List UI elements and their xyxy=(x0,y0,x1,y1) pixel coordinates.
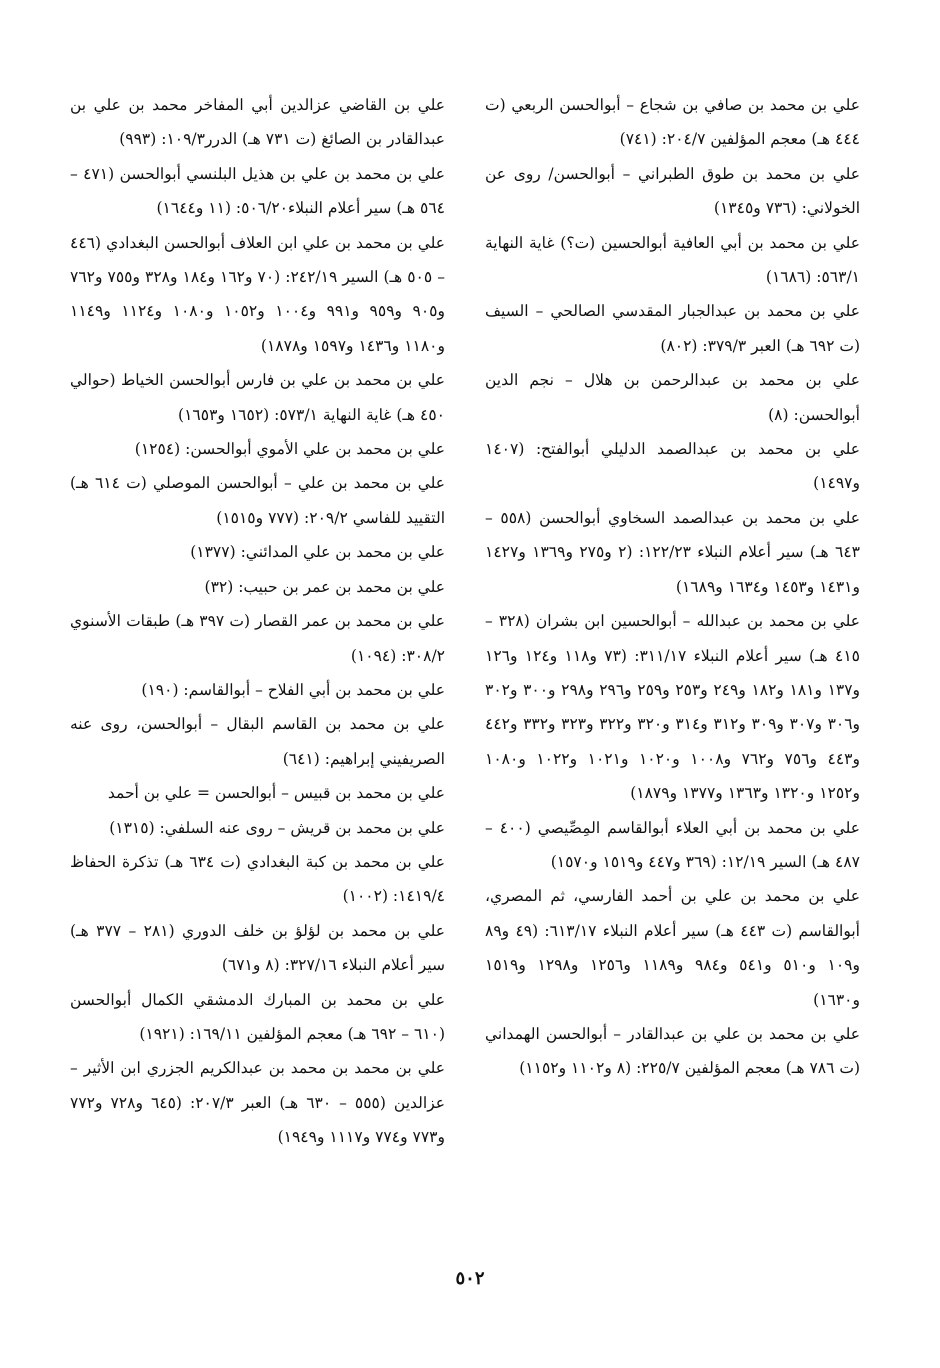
index-entry: علي بن محمد بن عبدالجبار المقدسي الصالحي – السيف (ت ٦٩٢ هـ) العبر ٣٧٩/٣: (٨٠٢) xyxy=(485,302,860,355)
index-entry: علي بن محمد بن عمر بن حبيب: (٣٢) xyxy=(204,577,445,596)
index-entry: علي بن محمد بن كبة البغدادي (ت ٦٣٤ هـ) تذكرة الحفاظ ١٤١٩/٤: (١٠٠٢) xyxy=(70,852,445,906)
index-entry: علي بن محمد بن أبي العافية أبوالحسين (ت؟) غاية النهاية ٥٦٣/١: (١٦٨٦) xyxy=(485,233,860,287)
index-entry: علي بن القاضي عزالدين أبي المفاخر محمد بن علي بن عبدالقادر بن الصائغ (ت ٧٣١ هـ) الدرر١٠٩/٣: (٩٩٣) xyxy=(70,96,445,149)
left-column xyxy=(70,88,445,1238)
index-entry: علي بن محمد بن عمر القصار (ت ٣٩٧ هـ) طبقات الأسنوي ٣٠٨/٢: (١٠٩٤) xyxy=(70,612,445,665)
index-entry: علي بن محمد بن علي بن فارس أبوالحسن الخياط (حوالي ٤٥٠ هـ) غاية النهاية ٥٧٣/١: (١٦٥٢ و١٦٥٣) xyxy=(70,371,445,424)
index-entry: علي بن محمد بن محمد بن عبدالكريم الجزري ابن الأثير – عزالدين (٥٥٥ – ٦٣٠ هـ) العبر ٢٠٧/٣: (٦٤٥ و٧٢٨ و٧٧٢ و٧٧٣ و٧٧٤ و١١١٧ و١٩٤٩) xyxy=(70,1059,445,1147)
index-entry: علي بن محمد بن علي بن هذيل البلنسي أبوالحسن (٤٧١ – ٥٦٤ هـ) سير أعلام النبلاء٥٠٦/٢٠: (١١ و١٦٤٤) xyxy=(70,164,445,218)
page-number: ٥٠٢ xyxy=(455,1268,485,1289)
index-entry: علي بن محمد بن عبدالرحمن بن هلال – نجم الدين أبوالحسن: (٨) xyxy=(485,371,860,424)
index-entry: علي بن محمد بن قبيس – أبوالحسن = علي بن أحمد xyxy=(107,784,445,803)
index-entry: علي بن محمد بن عبدالصمد الدليلي أبوالفتح: (١٤٠٧ و١٤٩٧) xyxy=(485,440,860,493)
right-column xyxy=(485,88,860,1238)
index-entry: علي بن محمد بن القاسم البقال – أبوالحسن، روى عنه الصريفيني إبراهيم: (٦٤١) xyxy=(70,715,445,768)
index-entry: علي بن محمد بن أبي الفلاح – أبوالقاسم: (١٩٠) xyxy=(141,680,445,699)
index-entry: علي بن محمد بن علي – أبوالحسن الموصلي (ت ٦١٤ هـ) التقييد للفاسي ٢٠٩/٢: (٧٧٧ و١٥١٥) xyxy=(70,474,445,527)
index-entry: علي بن محمد بن لؤلؤ بن خلف الدوري (٢٨١ – ٣٧٧ هـ) سير أعلام النبلاء ٣٢٧/١٦: (٨ و٦٧١) xyxy=(70,921,445,975)
index-entry: علي بن محمد بن قريش – روى عنه السلفي: (١٣١٥) xyxy=(109,818,445,837)
index-entry: علي بن محمد بن طوق الطبراني – أبوالحسن/ روى عن الخولاني: (٧٣٦ و١٣٤٥) xyxy=(485,164,860,218)
index-entry: علي بن محمد بن أبي العلاء أبوالقاسم المِصِّيصي (٤٠٠ – ٤٨٧ هـ) السير ١٢/١٩: (٣٦٩ و٤٤٧ و١٥١٩ و١٥٧٠) xyxy=(485,818,860,871)
index-entry: علي بن محمد بن المبارك الدمشقي الكمال أبوالحسن (٦١٠ – ٦٩٢ هـ) معجم المؤلفين ١٦٩/١١: (١٩٢١) xyxy=(70,990,445,1043)
index-entry: علي بن محمد بن علي ابن العلاف أبوالحسن البغدادي (٤٤٦ – ٥٠٥ هـ) السير ٢٤٢/١٩: (٧٠ و١٦٢ و١٨٤ و٣٢٨ و٧٥٥ و٧٦٢ و٩٠٥ و٩٥٩ و٩٩١ و١٠٠٤ و١٠٥٢ و١٠٨٠ و١١٢٤ و١١٤٩ و١١٨٠ و١٤٣٦ و١٥٩٧ و١٨٧٨) xyxy=(70,233,445,355)
index-entry: علي بن محمد بن علي الأموي أبوالحسن: (١٢٥٤) xyxy=(134,440,445,459)
index-entry: علي بن محمد بن علي بن أحمد الفارسي، ثم المصري، أبوالقاسم (ت ٤٤٣ هـ) سير أعلام النبلاء ٦١٣/١٧: (٤٩ و٨٩ و١٠٩ و٥١٠ و٥٤١ و٩٨٤ و١١٨٩ و١٢٥٦ و١٢٩٨ و١٥١٩ و١٦٣٠) xyxy=(485,887,860,1009)
index-entry: علي بن محمد بن علي المدائني: (١٣٧٧) xyxy=(190,543,445,562)
index-entry: علي بن محمد بن صافي بن شجاع – أبوالحسن الربعي (ت ٤٤٤ هـ) معجم المؤلفين ٢٠٤/٧: (٧٤١) xyxy=(485,96,860,149)
two-column-index xyxy=(70,88,860,1238)
index-entry: علي بن محمد بن علي بن عبدالقادر – أبوالحسن الهمداني (ت ٧٨٦ هـ) معجم المؤلفين ٢٢٥/٧: (٨ و١١٠٢ و١١٥٢) xyxy=(485,1024,860,1078)
index-entry: علي بن محمد بن عبدالله – أبوالحسين ابن بشران (٣٢٨ – ٤١٥ هـ) سير أعلام النبلاء ٣١١/١٧: (٧٣ و١١٨ و١٢٤ و١٢٦ و١٣٧ و١٨١ و١٨٢ و٢٤٩ و٢٥٣ و٢٥٩ و٢٩٦ و٢٩٨ و٣٠٠ و٣٠٢ و٣٠٦ و٣٠٧ و٣٠٩ و٣١٢ و٣١٤ و٣٢٠ و٣٢٢ و٣٢٣ و٣٣٢ و٤٤٢ و٤٤٣ و٧٥٦ و٧٦٢ و١٠٠٨ و١٠٢٠ و١٠٢١ و١٠٢٢ و١٠٨٠ و١٢٥٢ و١٣٢٠ و١٣٦٣ و١٣٧٧ و١٨٧٩) xyxy=(485,612,860,803)
index-entry: علي بن محمد بن عبدالصمد السخاوي أبوالحسن (٥٥٨ – ٦٤٣ هـ) سير أعلام النبلاء ١٢٢/٢٣: (٢ و٢٧٥ و١٣٦٩ و١٤٢٧ و١٤٣١ و١٤٥٣ و١٦٣٤ و١٦٨٩) xyxy=(485,508,860,596)
